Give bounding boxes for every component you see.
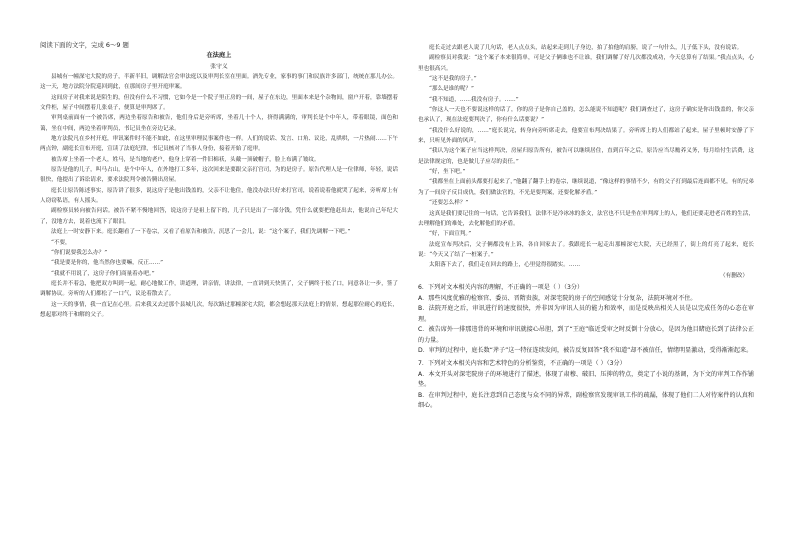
passage-paragraph: 副检察员对我说：“这个案子本来很简单，可是父子俩谁也不让谁，我们调解了好几次都没成功，今天总算有了结果。”我点点头，心里也很高兴。	[418, 55, 754, 72]
passage-paragraph: 庭长走过去跟老人说了几句话，老人点点头，站起来走到儿子身边，拍了拍他的肩膀，说了一句什么，儿子低下头，没有说话。	[429, 45, 743, 51]
passage-paragraph: 县城有一幢深宅大院的房子，半新半旧，调解法官会审法庭以及审判长室在里面。酒先专业，家事的事门和民族许多部门，统统在那儿办公。这一天，地方法院分院巡回到此，在那间房子里开庭审案。	[40, 74, 398, 91]
passage-paragraph: 这一天的事情，我一直记在心里。后来我又去过那个县城几次，每次路过那幢深宅大院，都会想起那天法庭上的情景，想起那位耐心的庭长，想起那对终于和解的父子。	[40, 301, 398, 318]
passage-paragraph: “你这人一天也不要说这样的话了，你的房子是你自己盖的，怎么能说不知道呢？我们调查过了，这房子确实是你出钱盖的，你父亲也承认了，现在法庭要判决了，你有什么话要说？”	[418, 107, 754, 124]
passage-paragraph: “我认为这个案子应当这样判决，房屋归原告所有，被告可以继续居住，直到百年之后，原告应当尽赡养义务，每月给付生活费，这是法律规定的，也是做儿子应尽的责任。”	[418, 148, 754, 165]
passage-paragraph: 庭长并不着急，他把双方叫到一起，耐心地做工作，讲道理，讲亲情，讲法律，一直讲到天快黑了，父子俩终于松了口，同意各让一步，签了调解协议。旁听的人们都松了一口气，议论着散去了。	[40, 280, 398, 298]
passage-paragraph: 地方法院凡在乡村开庭，审讯案件时不能不如此，在这里审理民事案件也一样。人们的说话、发言、口角、议论，乱哄哄，一片热闹……下午两点钟，副庭长宣布开庭，宣读了法庭纪律，书记员核对了当事人身份，接着开始了庭审。	[40, 136, 398, 153]
question-7	[418, 359, 754, 412]
question-6	[418, 283, 754, 357]
question-stem: 7．下列对文本相关内容和艺术特色的分析鉴赏，不正确的一项是（ ）（3分）	[418, 360, 626, 368]
dialogue-line: “不要，	[51, 239, 71, 246]
passage-continuation-column	[418, 43, 754, 412]
instruction: 阅读下面的文字，完成 6～9 题	[40, 41, 129, 49]
option-a: A．本文开头对深宅院房子的环境进行了描述，体现了肃穆、破旧、压抑的特点，奠定了小说的基调，为下文的审判工作作铺垫。	[418, 370, 754, 389]
passage-paragraph: 太阳落下去了，我们走在回去的路上，心里觉得很踏实。……	[429, 262, 581, 269]
passage-paragraph: 这间房子对我来说是陌生的，但没有什么不习惯，它如今是一个院子里正房的一间，屋子在东边，里面本来是个杂物间，窗户开着，靠墙摆着文件柜，屋子中间摆着几张桌子，便算是审判席了。	[40, 94, 398, 112]
dialogue-line: “我不知道，……我没有房子。……”	[429, 96, 519, 103]
passage-paragraph: “我没什么好说的，……”庭长说完，转身向旁听席走去，他要宣布判决结果了。旁听席上的人们都站了起来，屋子里顿时安静了下来，只听见外面的风声。	[418, 127, 754, 145]
dialogue-line: “这不是我的房子。”	[429, 76, 477, 83]
dialogue-line: “好，坐下吧。”	[429, 169, 466, 176]
source-note: （有删改）	[720, 272, 748, 279]
passage-paragraph: 庭长让原告陈述事实，原告讲了很多，说这房子是他出钱盖的，父亲不让他住，他没办法只好来打官司，说着说着他就哭了起来，旁听席上有人窃窃私语，有人摇头。	[40, 187, 398, 205]
dialogue-line: “我就不用说了，这房子你们商量着办吧。”	[51, 270, 155, 277]
option-d: D．审判的过程中，庭长数“斧子”这一特征连续发问，被告反复回答“我不知道”却不被信任，情绪明显激动，受得渐渐起来。	[418, 347, 753, 355]
option-a: A．那些风度优雅的检察官、委员、晋隋贵族，对深宅院的房子的空间感觉十分复杂，法院环境对不住。	[418, 294, 697, 302]
passage-paragraph: 法庭上一时安静下来。庭长翻看了一下卷宗，又看了看原告和被告，沉思了一会儿，说：“这个案子，我们先调解一下吧。”	[51, 229, 351, 236]
option-c: C．被告席外一排那违背的环境和审讯就接心吊胆，到了“王庭”临近受审之时反倒十分放心，是因为他目睹庭长到了法律公正的力量。	[418, 326, 754, 344]
passage-paragraph: 审判桌前面有一个被告席，两边坐着原告和被告，他们身后是旁听席，坐着几十个人，挤得满满的，审判长是个中年人，带着眼镜，面色和蔼，坐在中间，两边坐着审判员，书记员坐在旁边记录。	[40, 115, 398, 132]
option-b: B．在审判过程中，庭长注意到自己态度与众不同的异常，副检察官发现审讯工作的疏漏，体现了他们二人对待案件的认真和细心。	[418, 391, 754, 410]
dialogue-line: “你们说要我怎么办？”	[51, 249, 108, 256]
reading-passage-column	[40, 40, 398, 320]
dialogue-line: “好，下面宣判。”	[429, 231, 472, 238]
passage-paragraph: 这真是我们要记住的一句话，它告诉我们，法律不是冷冰冰的条文，法官也不只是坐在审判席上的人，他们还要走进老百姓的生活，去理解他们的难处，去化解他们的矛盾。	[418, 210, 754, 227]
dialogue-line: “我是要是你的，他当然你也要嘛，反正……”	[51, 260, 164, 267]
dialogue-line: “还要怎么样？”	[429, 200, 469, 207]
option-b: B．法院开庭之后，审讯进行的速度很快，并非因为审讯人员的能力和效率，而是反映出相关人员是以完成任务的心态在审理。	[418, 305, 754, 323]
passage-paragraph: 法庭宣布判决后，父子俩都没有上诉，各自回家去了。我跟庭长一起走出那幢深宅大院，天已经黑了，街上的灯亮了起来，庭长说：“今天又了结了一桩案子。”	[418, 241, 754, 258]
question-stem: 6．下列对文本相关内容的理解，不正确的一项是（ ）（3分）	[418, 283, 584, 291]
passage-title: 在法庭上	[206, 52, 232, 59]
passage-paragraph: 原告是他的儿子，叫马占山，是个中年人，在外地打工多年，这次回来是要跟父亲打官司，为的是房子。原告代理人是一位律师，年轻，说话很快，他提出了诉讼请求，要求法院判令被告腾出房屋。	[40, 167, 398, 184]
passage-paragraph: 副检察员转向被告问话。被告不紧不慢地回答，说这房子是祖上留下的，儿子只是出了一部分钱，凭什么就要把他赶出去，他说自己年纪大了，没地方去，说着也流下了眼泪。	[40, 208, 398, 225]
dialogue-line: “那么是谁的呢？”	[429, 86, 474, 93]
passage-author: 张守义	[210, 63, 228, 70]
passage-paragraph: 被告席上坐着一个老人，姓马，是当地的老户，他身上穿着一件旧棉袄，头戴一顶破帽子，脸上布满了皱纹。	[51, 156, 320, 163]
passage-paragraph: “我都坐在上面前头都要打起来了，”他翻了翻手上的卷宗，继续说道，“像这样的事情不少，有的父子打到最后连面都不见，有的兄弟为了一间房子反目成仇，我们做法官的，不光是要判案，还要化解矛盾。”	[418, 179, 754, 196]
